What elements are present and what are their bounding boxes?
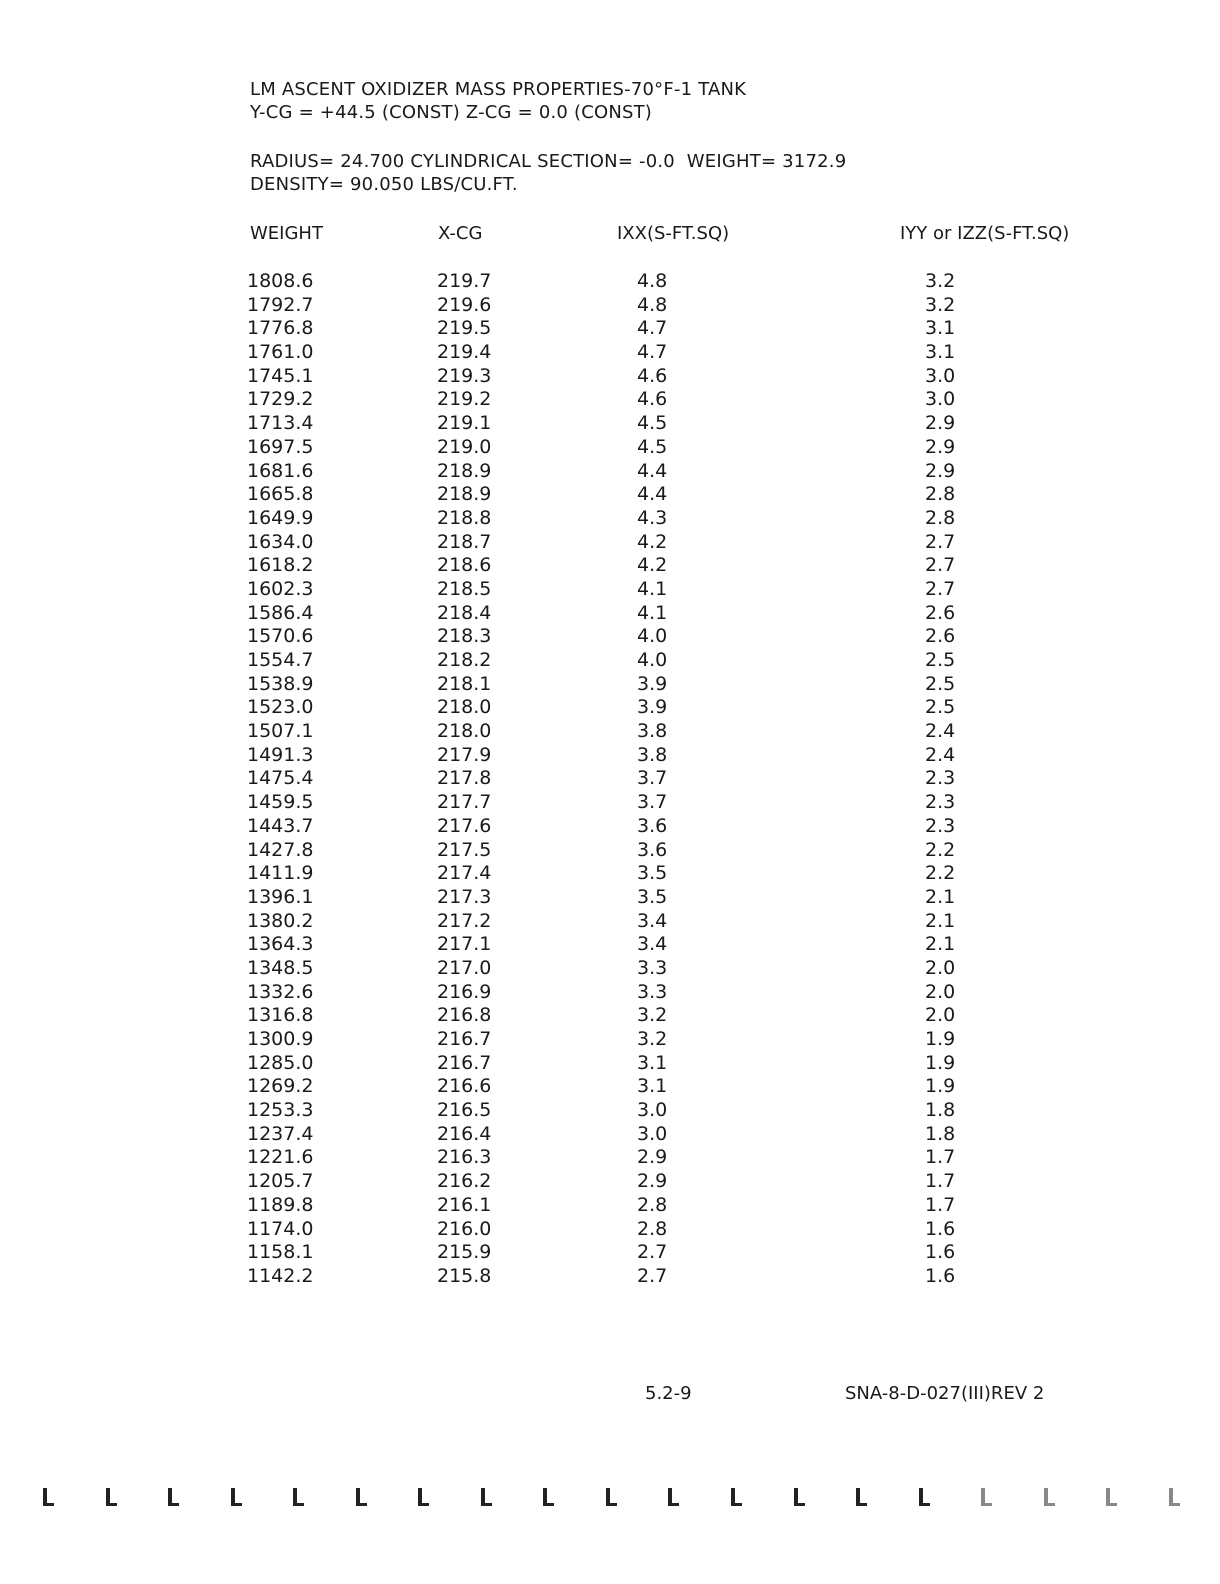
cell-ixx: 4.0 xyxy=(637,649,668,671)
cell-ixx: 3.0 xyxy=(637,1122,668,1145)
cell-x-cg: 218.6 xyxy=(437,554,492,577)
cell-x-cg: 217.4 xyxy=(437,862,492,885)
cell-x-cg: 218.3 xyxy=(437,625,492,648)
table-row xyxy=(0,957,1220,981)
cell-x-cg: 216.8 xyxy=(437,1004,492,1027)
cell-ixx: 3.1 xyxy=(637,1075,668,1098)
table-row xyxy=(0,317,1220,341)
cell-x-cg: 218.0 xyxy=(437,720,492,743)
cell-weight: 1174.0 xyxy=(247,1217,314,1240)
cell-ixx: 3.4 xyxy=(637,933,668,956)
table-row xyxy=(0,815,1220,839)
cell-weight: 1713.4 xyxy=(247,412,314,435)
cell-weight: 1491.3 xyxy=(247,743,314,766)
cell-iyy-izz: 3.1 xyxy=(925,341,956,364)
table-row xyxy=(0,1170,1220,1194)
cell-weight: 1554.7 xyxy=(247,649,314,671)
table-row xyxy=(0,791,1220,815)
cell-ixx: 3.3 xyxy=(637,980,668,1003)
cell-ixx: 3.7 xyxy=(637,767,668,790)
cell-ixx: 3.7 xyxy=(637,791,668,814)
cell-ixx: 3.2 xyxy=(637,1004,668,1027)
cell-x-cg: 216.9 xyxy=(437,980,492,1003)
cell-weight: 1221.6 xyxy=(247,1146,314,1169)
cell-weight: 1745.1 xyxy=(247,364,314,387)
cell-iyy-izz: 3.0 xyxy=(925,364,956,387)
cell-weight: 1443.7 xyxy=(247,814,314,837)
cell-x-cg: 219.4 xyxy=(437,341,492,364)
table-row xyxy=(0,886,1220,910)
cell-iyy-izz: 2.4 xyxy=(925,743,956,766)
cell-weight: 1808.6 xyxy=(247,270,314,292)
scan-mark xyxy=(791,1488,805,1506)
cell-ixx: 3.1 xyxy=(637,1051,668,1074)
cell-iyy-izz: 2.8 xyxy=(925,483,956,506)
cell-ixx: 4.2 xyxy=(637,554,668,577)
cell-ixx: 4.6 xyxy=(637,388,668,411)
cell-x-cg: 216.0 xyxy=(437,1217,492,1240)
cell-ixx: 4.4 xyxy=(637,459,668,482)
cell-iyy-izz: 3.1 xyxy=(925,317,956,340)
cell-iyy-izz: 2.7 xyxy=(925,577,956,600)
table-row xyxy=(0,1146,1220,1170)
cell-ixx: 4.5 xyxy=(637,412,668,435)
cell-iyy-izz: 2.8 xyxy=(925,506,956,529)
cell-weight: 1142.2 xyxy=(247,1264,314,1287)
cell-ixx: 2.7 xyxy=(637,1264,668,1287)
cell-x-cg: 218.8 xyxy=(437,506,492,529)
cell-iyy-izz: 2.2 xyxy=(925,838,956,861)
cell-x-cg: 218.0 xyxy=(437,696,492,719)
cell-x-cg: 217.8 xyxy=(437,767,492,790)
cell-iyy-izz: 1.6 xyxy=(925,1217,956,1240)
cell-iyy-izz: 2.0 xyxy=(925,1004,956,1027)
table-row xyxy=(0,767,1220,791)
cell-ixx: 4.2 xyxy=(637,530,668,553)
document-title: LM ASCENT OXIDIZER MASS PROPERTIES-70°F-1 TANK xyxy=(250,79,747,100)
cell-iyy-izz: 3.2 xyxy=(925,293,956,316)
cell-weight: 1364.3 xyxy=(247,933,314,956)
scan-edge-marks xyxy=(40,1488,1180,1506)
cell-ixx: 2.8 xyxy=(637,1193,668,1216)
cell-weight: 1776.8 xyxy=(247,317,314,340)
table-row xyxy=(0,981,1220,1005)
scan-mark xyxy=(228,1488,242,1506)
scan-mark xyxy=(916,1488,930,1506)
cell-weight: 1380.2 xyxy=(247,909,314,932)
cell-x-cg: 219.3 xyxy=(437,364,492,387)
scan-mark xyxy=(540,1488,554,1506)
cell-iyy-izz: 2.7 xyxy=(925,554,956,577)
cell-x-cg: 218.9 xyxy=(437,459,492,482)
cell-iyy-izz: 1.9 xyxy=(925,1075,956,1098)
scan-mark xyxy=(290,1488,304,1506)
cell-x-cg: 217.5 xyxy=(437,838,492,861)
cell-x-cg: 217.7 xyxy=(437,791,492,814)
cell-x-cg: 219.5 xyxy=(437,317,492,340)
cell-iyy-izz: 2.3 xyxy=(925,767,956,790)
table-row xyxy=(0,578,1220,602)
mass-properties-table xyxy=(0,270,1220,1289)
column-header-iyy-izz: IYY or IZZ(S-FT.SQ) xyxy=(900,223,1070,244)
cell-iyy-izz: 1.7 xyxy=(925,1170,956,1193)
cell-x-cg: 216.6 xyxy=(437,1075,492,1098)
table-row xyxy=(0,1241,1220,1265)
scan-mark xyxy=(665,1488,679,1506)
cell-ixx: 3.5 xyxy=(637,862,668,885)
cell-ixx: 3.6 xyxy=(637,814,668,837)
cell-ixx: 3.3 xyxy=(637,956,668,979)
cell-iyy-izz: 2.5 xyxy=(925,649,956,671)
table-row xyxy=(0,744,1220,768)
cell-weight: 1538.9 xyxy=(247,672,314,695)
cell-ixx: 2.7 xyxy=(637,1241,668,1264)
cell-weight: 1634.0 xyxy=(247,530,314,553)
cell-weight: 1681.6 xyxy=(247,459,314,482)
cell-ixx: 2.9 xyxy=(637,1170,668,1193)
table-row xyxy=(0,1052,1220,1076)
cell-x-cg: 215.9 xyxy=(437,1241,492,1264)
cell-x-cg: 216.3 xyxy=(437,1146,492,1169)
density-line: DENSITY= 90.050 LBS/CU.FT. xyxy=(250,174,518,195)
cell-ixx: 4.3 xyxy=(637,506,668,529)
cell-x-cg: 219.0 xyxy=(437,435,492,458)
cell-ixx: 4.7 xyxy=(637,317,668,340)
table-row xyxy=(0,696,1220,720)
cell-x-cg: 219.6 xyxy=(437,293,492,316)
cell-iyy-izz: 1.6 xyxy=(925,1264,956,1287)
cell-weight: 1761.0 xyxy=(247,341,314,364)
cell-weight: 1697.5 xyxy=(247,435,314,458)
cell-weight: 1205.7 xyxy=(247,1170,314,1193)
cell-x-cg: 219.7 xyxy=(437,270,492,292)
table-row xyxy=(0,1028,1220,1052)
scan-mark xyxy=(415,1488,429,1506)
cell-weight: 1523.0 xyxy=(247,696,314,719)
scan-mark xyxy=(978,1488,992,1506)
cell-x-cg: 217.3 xyxy=(437,885,492,908)
cell-iyy-izz: 1.9 xyxy=(925,1051,956,1074)
cell-iyy-izz: 2.2 xyxy=(925,862,956,885)
cell-iyy-izz: 2.0 xyxy=(925,980,956,1003)
table-row xyxy=(0,625,1220,649)
cell-iyy-izz: 1.7 xyxy=(925,1193,956,1216)
scan-mark xyxy=(103,1488,117,1506)
cell-ixx: 3.6 xyxy=(637,838,668,861)
table-row xyxy=(0,839,1220,863)
cell-x-cg: 218.4 xyxy=(437,601,492,624)
cell-ixx: 4.8 xyxy=(637,293,668,316)
cell-iyy-izz: 2.3 xyxy=(925,814,956,837)
cell-weight: 1253.3 xyxy=(247,1099,314,1122)
table-row xyxy=(0,554,1220,578)
cell-iyy-izz: 1.8 xyxy=(925,1099,956,1122)
cell-iyy-izz: 3.0 xyxy=(925,388,956,411)
cell-weight: 1285.0 xyxy=(247,1051,314,1074)
cell-weight: 1316.8 xyxy=(247,1004,314,1027)
cell-ixx: 4.0 xyxy=(637,625,668,648)
scan-mark xyxy=(1166,1488,1180,1506)
cell-ixx: 3.5 xyxy=(637,885,668,908)
scan-mark xyxy=(1041,1488,1055,1506)
scan-mark xyxy=(353,1488,367,1506)
table-row xyxy=(0,1123,1220,1147)
page-number: 5.2-9 xyxy=(645,1383,692,1404)
cell-ixx: 4.7 xyxy=(637,341,668,364)
cell-weight: 1237.4 xyxy=(247,1122,314,1145)
cell-weight: 1427.8 xyxy=(247,838,314,861)
cell-x-cg: 216.5 xyxy=(437,1099,492,1122)
cell-iyy-izz: 2.1 xyxy=(925,933,956,956)
cell-ixx: 4.5 xyxy=(637,435,668,458)
cell-weight: 1411.9 xyxy=(247,862,314,885)
cell-x-cg: 219.1 xyxy=(437,412,492,435)
column-header-weight: WEIGHT xyxy=(250,223,323,244)
scan-mark xyxy=(853,1488,867,1506)
cell-x-cg: 218.9 xyxy=(437,483,492,506)
column-header-ixx: IXX(S-FT.SQ) xyxy=(617,223,730,244)
cell-iyy-izz: 1.9 xyxy=(925,1028,956,1050)
cell-x-cg: 216.7 xyxy=(437,1028,492,1050)
cell-iyy-izz: 2.7 xyxy=(925,530,956,553)
cell-weight: 1570.6 xyxy=(247,625,314,648)
cell-weight: 1665.8 xyxy=(247,483,314,506)
cell-iyy-izz: 2.9 xyxy=(925,459,956,482)
cell-ixx: 4.6 xyxy=(637,364,668,387)
cell-iyy-izz: 3.2 xyxy=(925,270,956,292)
cell-iyy-izz: 2.3 xyxy=(925,791,956,814)
cell-x-cg: 215.8 xyxy=(437,1264,492,1287)
cell-weight: 1618.2 xyxy=(247,554,314,577)
table-row xyxy=(0,1265,1220,1289)
table-row xyxy=(0,673,1220,697)
cell-x-cg: 217.0 xyxy=(437,956,492,979)
table-row xyxy=(0,341,1220,365)
cell-weight: 1475.4 xyxy=(247,767,314,790)
table-row xyxy=(0,460,1220,484)
cell-iyy-izz: 2.9 xyxy=(925,412,956,435)
cell-iyy-izz: 2.1 xyxy=(925,885,956,908)
table-row xyxy=(0,649,1220,673)
cell-ixx: 3.2 xyxy=(637,1028,668,1050)
cell-x-cg: 218.2 xyxy=(437,649,492,671)
table-row xyxy=(0,862,1220,886)
table-row xyxy=(0,365,1220,389)
table-row xyxy=(0,436,1220,460)
cell-ixx: 3.8 xyxy=(637,743,668,766)
cell-weight: 1348.5 xyxy=(247,956,314,979)
cell-weight: 1792.7 xyxy=(247,293,314,316)
table-row xyxy=(0,507,1220,531)
cell-iyy-izz: 2.5 xyxy=(925,696,956,719)
table-row xyxy=(0,1194,1220,1218)
table-row xyxy=(0,720,1220,744)
cell-x-cg: 216.1 xyxy=(437,1193,492,1216)
cell-ixx: 3.9 xyxy=(637,672,668,695)
cell-ixx: 4.8 xyxy=(637,270,668,292)
table-row xyxy=(0,1004,1220,1028)
cell-weight: 1269.2 xyxy=(247,1075,314,1098)
table-row xyxy=(0,412,1220,436)
cell-ixx: 4.1 xyxy=(637,577,668,600)
cell-weight: 1396.1 xyxy=(247,885,314,908)
table-row xyxy=(0,1075,1220,1099)
cell-weight: 1507.1 xyxy=(247,720,314,743)
cell-ixx: 4.1 xyxy=(637,601,668,624)
cell-iyy-izz: 2.1 xyxy=(925,909,956,932)
table-row xyxy=(0,388,1220,412)
column-header-x-cg: X-CG xyxy=(438,223,483,244)
scan-mark xyxy=(603,1488,617,1506)
cell-weight: 1729.2 xyxy=(247,388,314,411)
cell-iyy-izz: 1.6 xyxy=(925,1241,956,1264)
cell-weight: 1189.8 xyxy=(247,1193,314,1216)
cell-x-cg: 216.2 xyxy=(437,1170,492,1193)
table-row xyxy=(0,483,1220,507)
scan-mark xyxy=(165,1488,179,1506)
cell-x-cg: 216.7 xyxy=(437,1051,492,1074)
table-row xyxy=(0,1099,1220,1123)
cell-weight: 1649.9 xyxy=(247,506,314,529)
cell-iyy-izz: 1.7 xyxy=(925,1146,956,1169)
scan-mark xyxy=(728,1488,742,1506)
cell-weight: 1158.1 xyxy=(247,1241,314,1264)
table-row xyxy=(0,933,1220,957)
cell-x-cg: 217.1 xyxy=(437,933,492,956)
cell-ixx: 3.9 xyxy=(637,696,668,719)
cell-ixx: 2.9 xyxy=(637,1146,668,1169)
cell-x-cg: 217.2 xyxy=(437,909,492,932)
cell-x-cg: 219.2 xyxy=(437,388,492,411)
cell-weight: 1332.6 xyxy=(247,980,314,1003)
cg-constants: Y-CG = +44.5 (CONST) Z-CG = 0.0 (CONST) xyxy=(250,102,653,123)
cell-iyy-izz: 2.4 xyxy=(925,720,956,743)
scan-mark xyxy=(40,1488,54,1506)
cell-ixx: 4.4 xyxy=(637,483,668,506)
cell-x-cg: 217.6 xyxy=(437,814,492,837)
cell-x-cg: 218.7 xyxy=(437,530,492,553)
cell-iyy-izz: 2.0 xyxy=(925,956,956,979)
document-id: SNA-8-D-027(III)REV 2 xyxy=(845,1383,1045,1404)
cell-weight: 1586.4 xyxy=(247,601,314,624)
scan-mark xyxy=(478,1488,492,1506)
cell-ixx: 2.8 xyxy=(637,1217,668,1240)
cell-weight: 1602.3 xyxy=(247,577,314,600)
cell-iyy-izz: 2.9 xyxy=(925,435,956,458)
cell-weight: 1459.5 xyxy=(247,791,314,814)
table-row xyxy=(0,1218,1220,1242)
cell-iyy-izz: 1.8 xyxy=(925,1122,956,1145)
cell-iyy-izz: 2.6 xyxy=(925,625,956,648)
cell-x-cg: 218.5 xyxy=(437,577,492,600)
cell-weight: 1300.9 xyxy=(247,1028,314,1050)
tank-geometry: RADIUS= 24.700 CYLINDRICAL SECTION= -0.0 WEIGHT= 3172.9 xyxy=(250,151,847,172)
table-row xyxy=(0,910,1220,934)
table-row xyxy=(0,294,1220,318)
cell-ixx: 3.4 xyxy=(637,909,668,932)
scan-mark xyxy=(1103,1488,1117,1506)
cell-iyy-izz: 2.6 xyxy=(925,601,956,624)
cell-iyy-izz: 2.5 xyxy=(925,672,956,695)
table-row xyxy=(0,602,1220,626)
table-row xyxy=(0,270,1220,294)
table-row xyxy=(0,531,1220,555)
cell-x-cg: 217.9 xyxy=(437,743,492,766)
cell-x-cg: 218.1 xyxy=(437,672,492,695)
cell-ixx: 3.8 xyxy=(637,720,668,743)
cell-ixx: 3.0 xyxy=(637,1099,668,1122)
cell-x-cg: 216.4 xyxy=(437,1122,492,1145)
